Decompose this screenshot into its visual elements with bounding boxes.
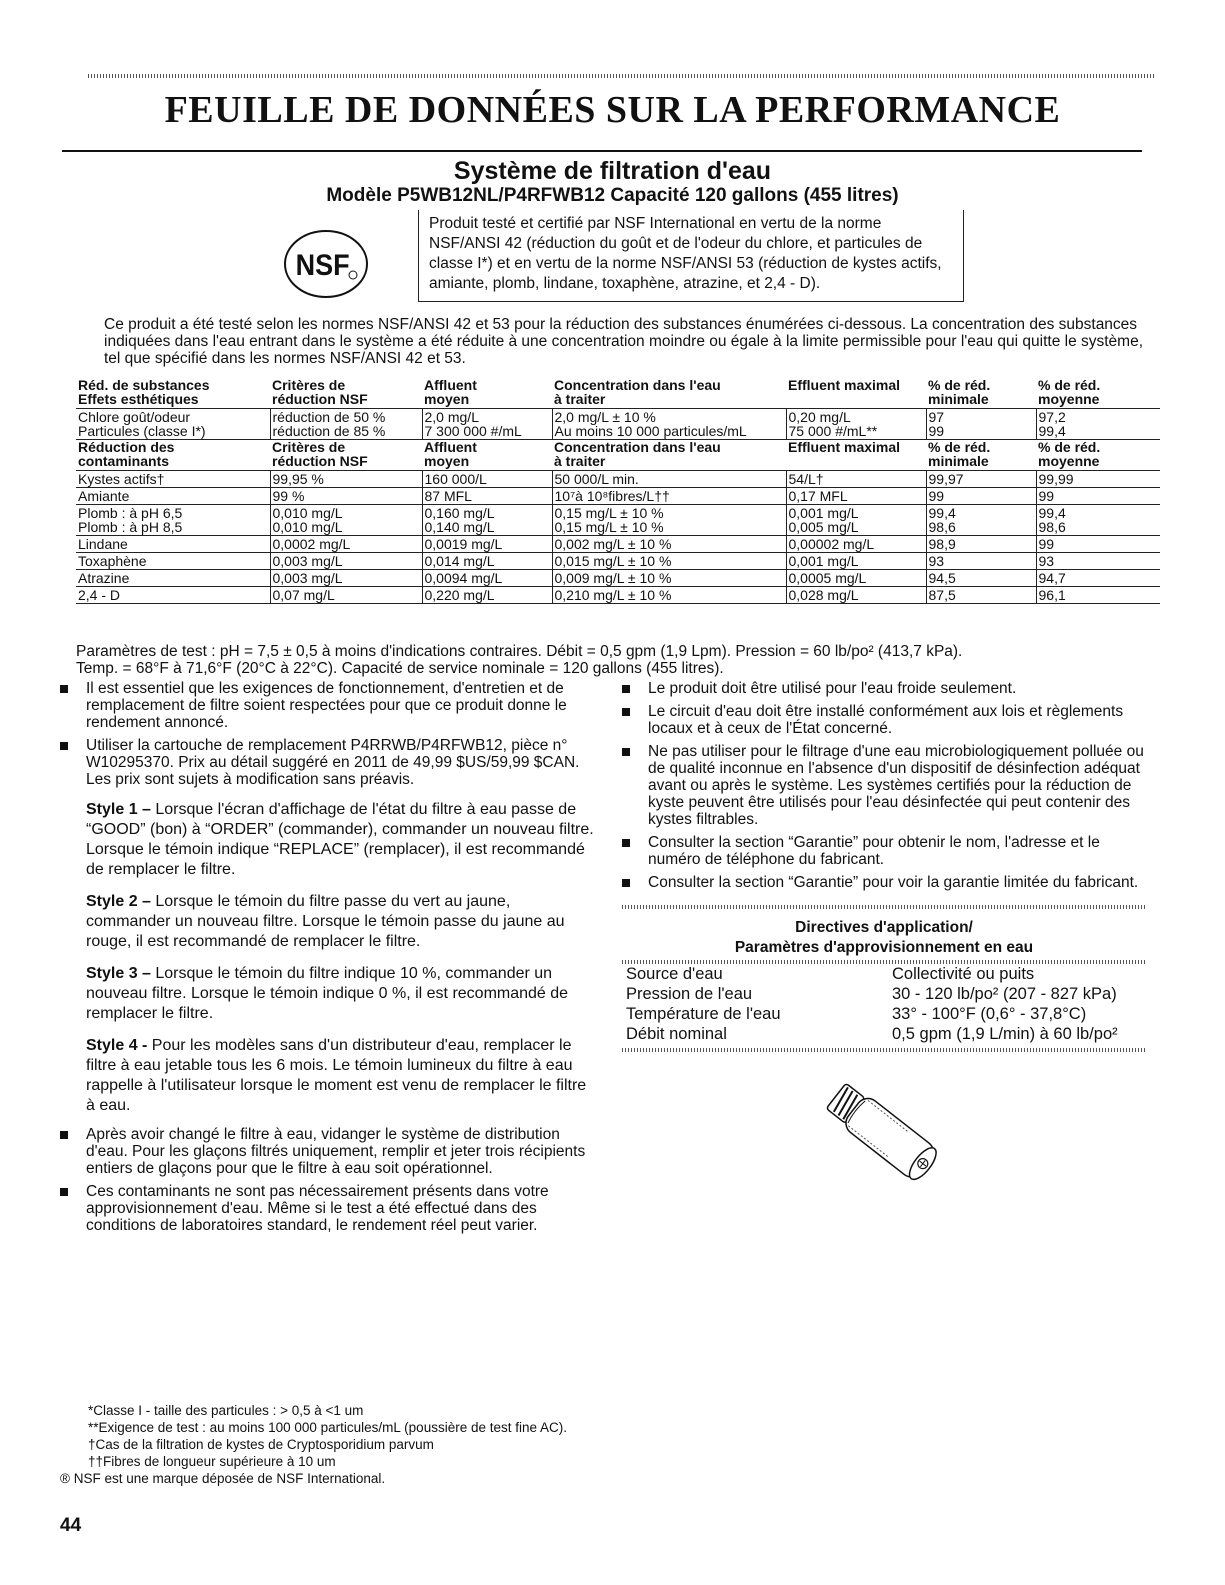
- style-2-paragraph: Style 2 – Lorsque le témoin du filtre passe du vert au jaune, commander un nouveau filtre. Lorsque le témoin passe du jaune au rouge, il est recommandé de remplacer le filtre.: [86, 893, 565, 950]
- list-item: Consulter la section “Garantie” pour obtenir le nom, l'adresse et le numéro de téléphone du fabricant.: [622, 834, 1146, 868]
- table-header-cell: % de réd. minimale: [928, 377, 991, 407]
- table-header-cell: % de réd. moyenne: [1038, 377, 1101, 407]
- list-item: Le circuit d'eau doit être installé conformément aux lois et règlements locaux et à ceux de l'État concerné.: [622, 703, 1146, 737]
- table-cell: 0,220 mg/L: [422, 587, 552, 604]
- page-number: 44: [60, 1515, 82, 1536]
- table-cell: Température de l'eau: [626, 1005, 781, 1023]
- table-cell: 94,5: [926, 570, 1036, 587]
- footnote: †Cas de la filtration de kystes de Cryptosporidium parvum: [88, 1437, 434, 1452]
- performance-table: [76, 378, 1160, 604]
- table-cell: 2,0 mg/L 7 300 000 #/mL: [422, 409, 552, 440]
- table-cell: 160 000/L: [422, 471, 552, 488]
- table-cell: Collectivité ou puits: [892, 965, 1035, 983]
- table-row: [76, 536, 1160, 553]
- test-parameters: [76, 643, 1176, 677]
- table-row: [622, 984, 1146, 1004]
- table-row: [76, 553, 1160, 570]
- table-cell: 2,4 - D: [76, 587, 270, 604]
- table-cell: 0,015 mg/L ± 10 %: [552, 553, 786, 570]
- table-cell: 54/L†: [786, 471, 926, 488]
- table-row: [76, 488, 1160, 505]
- application-title-line-1: Directives d'application/: [795, 919, 973, 936]
- style-1-paragraph: Style 1 – Lorsque l'écran d'affichage de l'état du filtre à eau passe de “GOOD” (bon) à “ORDER” (commander), commander un nouveau filtre. Lorsque le témoin indique “REPLACE” (remplacer), il est recommandé de remplacer le filtre.: [86, 801, 594, 878]
- table-cell: 0,0005 mg/L: [786, 570, 926, 587]
- table-cell: 0,002 mg/L ± 10 %: [552, 536, 786, 553]
- certification-box: Produit testé et certifié par NSF International en vertu de la norme NSF/ANSI 42 (réduction du goût et de l'odeur du chlore, et particules de classe I*) et en vertu de la norme NSF/ANSI 53 (réduction de kystes actifs, amiante, plomb, lindane, toxaphène, atrazine, et 2,4 - D).: [418, 210, 964, 302]
- table-cell: 99 %: [270, 488, 422, 505]
- table-cell: 93: [1036, 553, 1160, 570]
- table-cell: Amiante: [76, 488, 270, 505]
- table-cell: 99,4 98,6: [1036, 505, 1160, 536]
- table-cell: 0,014 mg/L: [422, 553, 552, 570]
- top-hatch-rule: [88, 74, 1156, 78]
- table-cell: 0,0094 mg/L: [422, 570, 552, 587]
- table-row: [76, 471, 1160, 488]
- table-cell: 0,210 mg/L ± 10 %: [552, 587, 786, 604]
- footnote: ® NSF est une marque déposée de NSF International.: [60, 1471, 386, 1486]
- table-cell: 0,009 mg/L ± 10 %: [552, 570, 786, 587]
- table-cell: 0,15 mg/L ± 10 % 0,15 mg/L ± 10 %: [552, 505, 786, 536]
- table-cell: Atrazine: [76, 570, 270, 587]
- table-cell: Débit nominal: [626, 1025, 727, 1043]
- table-row: [76, 505, 1160, 536]
- application-table: [622, 964, 1146, 1044]
- model-title: Modèle P5WB12NL/P4RFWB12 Capacité 120 gallons (455 litres): [326, 185, 899, 206]
- style-4-paragraph: Style 4 - Pour les modèles sans d'un distributeur d'eau, remplacer le filtre à eau jetable tous les 6 mois. Le témoin lumineux du filtre à eau rappelle à l'utilisateur lorsque le moment est venu de remplacer le filtre à eau.: [86, 1037, 587, 1114]
- nsf-logo-icon: [283, 229, 369, 299]
- table-row: [76, 409, 1160, 440]
- table-cell: Chlore goût/odeur Particules (classe I*): [76, 409, 270, 440]
- application-bottom-rule: [622, 1048, 1146, 1052]
- table-header-cell: Critères de réduction NSF: [272, 439, 368, 469]
- table-cell: 97,2 99,4: [1036, 409, 1160, 440]
- table-header-cell: Effluent maximal: [788, 377, 901, 393]
- list-item: Ne pas utiliser pour le filtrage d'une eau microbiologiquement polluée ou de qualité inconnue en l'absence d'un dispositif de désinfection adéquat avant ou après le système. Les systèmes certifiés pour la réduction de kyste peuvent être utilisés pour l'eau désinfectée qui peut contenir des kystes filtrables.: [622, 743, 1146, 828]
- table-cell: 0,00002 mg/L: [786, 536, 926, 553]
- table-cell: 97 99: [926, 409, 1036, 440]
- table-cell: 0,003 mg/L: [270, 570, 422, 587]
- table-cell: 99,95 %: [270, 471, 422, 488]
- table-header-cell: % de réd. moyenne: [1038, 439, 1101, 469]
- table-header-cell: Affluent moyen: [424, 439, 477, 469]
- table-cell: réduction de 50 % réduction de 85 %: [270, 409, 422, 440]
- table-cell: 0,20 mg/L 75 000 #/mL**: [786, 409, 926, 440]
- table-cell: 10⁷à 10⁸fibres/L††: [552, 488, 786, 505]
- table-cell: 33° - 100°F (0,6° - 37,8°C): [892, 1005, 1087, 1023]
- footnote: **Exigence de test : au moins 100 000 particules/mL (poussière de test fine AC).: [88, 1420, 568, 1435]
- table-cell: Kystes actifs†: [76, 471, 270, 488]
- table-header-cell: Effluent maximal: [788, 439, 901, 455]
- table-cell: 0,003 mg/L: [270, 553, 422, 570]
- table-cell: 99: [926, 488, 1036, 505]
- table-cell: 30 - 120 lb/po² (207 - 827 kPa): [892, 985, 1117, 1003]
- table-row: [76, 587, 1160, 604]
- intro-paragraph: Ce produit a été testé selon les normes NSF/ANSI 42 et 53 pour la réduction des substances énumérées ci-dessous. La concentration des substances indiquées dans l'eau entrant dans le système a été réduite à une concentration moindre ou égale à la limite permissible pour l'eau qui quitte le système, tel que spécifié dans les normes NSF/ANSI 42 et 53.: [104, 316, 1144, 367]
- list-item: Consulter la section “Garantie” pour voir la garantie limitée du fabricant.: [622, 874, 1146, 891]
- table-cell: 99: [1036, 536, 1160, 553]
- table-cell: Source d'eau: [626, 965, 723, 983]
- table-row: [76, 570, 1160, 587]
- application-title-line-2: Paramètres d'approvisionnement en eau: [734, 939, 1034, 956]
- table-cell: 0,5 gpm (1,9 L/min) à 60 lb/po²: [892, 1025, 1118, 1043]
- list-item: Ces contaminants ne sont pas nécessairement présents dans votre approvisionnement d'eau. Même si le test a été effectué dans des conditions de laboratoires standard, le rendement réel peut varier.: [60, 1183, 596, 1234]
- water-filter-cartridge-image: [815, 1078, 950, 1188]
- table-cell: 99,97: [926, 471, 1036, 488]
- table-row: [622, 1024, 1146, 1044]
- nsf-logo-text: NSF: [295, 248, 350, 283]
- table-cell: 0,010 mg/L 0,010 mg/L: [270, 505, 422, 536]
- title-underline: [62, 150, 1142, 152]
- list-item: Le produit doit être utilisé pour l'eau froide seulement.: [622, 680, 1146, 697]
- table-header-cell: Réd. de substances Effets esthétiques: [78, 377, 210, 407]
- table-cell: 96,1: [1036, 587, 1160, 604]
- test-parameters-line-1: Paramètres de test : pH = 7,5 ± 0,5 à moins d'indications contraires. Débit = 0,5 gpm (1,9 Lpm). Pression = 60 lb/po² (413,7 kPa).: [76, 643, 963, 660]
- table-cell: Pression de l'eau: [626, 985, 753, 1003]
- table-cell: 50 000/L min.: [552, 471, 786, 488]
- table-header-cell: Affluent moyen: [424, 377, 477, 407]
- table-cell: 0,0002 mg/L: [270, 536, 422, 553]
- table-header-cell: Critères de réduction NSF: [272, 377, 368, 407]
- footnote: ††Fibres de longueur supérieure à 10 um: [88, 1454, 336, 1469]
- style-3-paragraph: Style 3 – Lorsque le témoin du filtre indique 10 %, commander un nouveau filtre. Lorsque le témoin indique 0 %, il est recommandé de remplacer le filtre.: [86, 965, 569, 1022]
- table-cell: 93: [926, 553, 1036, 570]
- table-cell: 98,9: [926, 536, 1036, 553]
- table-cell: 0,028 mg/L: [786, 587, 926, 604]
- table-row: [622, 964, 1146, 984]
- table-header-cell: Concentration dans l'eau à traiter: [554, 377, 721, 407]
- table-header-row: [76, 378, 1160, 409]
- list-item: Après avoir changé le filtre à eau, vidanger le système de distribution d'eau. Pour les glaçons filtrés uniquement, remplir et jeter trois récipients entiers de glaçons pour que le filtre à eau soit opérationnel.: [60, 1126, 596, 1177]
- table-cell: 87 MFL: [422, 488, 552, 505]
- table-cell: 0,160 mg/L 0,140 mg/L: [422, 505, 552, 536]
- list-item: Utiliser la cartouche de remplacement P4RRWB/P4RFWB12, pièce n° W10295370. Prix au détail suggéré en 2011 de 49,99 $US/59,99 $CAN. Les prix sont sujets à modification sans préavis.: [60, 737, 596, 788]
- table-cell: 99,4 98,6: [926, 505, 1036, 536]
- table-header-row: [76, 440, 1160, 471]
- table-header-cell: Concentration dans l'eau à traiter: [554, 439, 721, 469]
- left-column: [60, 680, 596, 1240]
- table-cell: 94,7: [1036, 570, 1160, 587]
- table-cell: 0,17 MFL: [786, 488, 926, 505]
- table-cell: 0,0019 mg/L: [422, 536, 552, 553]
- list-item: Il est essentiel que les exigences de fonctionnement, d'entretien et de remplacement de filtre soient respectées pour que ce produit donne le rendement annoncé.: [60, 680, 596, 731]
- table-cell: Toxaphène: [76, 553, 270, 570]
- table-cell: 99,99: [1036, 471, 1160, 488]
- table-cell: 2,0 mg/L ± 10 % Au moins 10 000 particules/mL: [552, 409, 786, 440]
- table-header-cell: % de réd. minimale: [928, 439, 991, 469]
- table-cell: 99: [1036, 488, 1160, 505]
- right-column: [622, 680, 1146, 897]
- application-top-rule: [622, 905, 1146, 909]
- table-cell: 0,07 mg/L: [270, 587, 422, 604]
- table-cell: Plomb : à pH 6,5 Plomb : à pH 8,5: [76, 505, 270, 536]
- footnote: *Classe I - taille des particules : > 0,5 à <1 um: [88, 1403, 364, 1418]
- table-row: [622, 1004, 1146, 1024]
- table-header-cell: Réduction des contaminants: [78, 439, 175, 469]
- footnotes: [60, 1402, 760, 1487]
- page-title: FEUILLE DE DONNÉES SUR LA PERFORMANCE: [164, 89, 1061, 131]
- system-title: Système de filtration d'eau: [453, 157, 772, 185]
- test-parameters-line-2: Temp. = 68°F à 71,6°F (20°C à 22°C). Capacité de service nominale = 120 gallons (455 litres).: [76, 660, 724, 677]
- table-cell: 0,001 mg/L 0,005 mg/L: [786, 505, 926, 536]
- table-cell: Lindane: [76, 536, 270, 553]
- table-cell: 0,001 mg/L: [786, 553, 926, 570]
- table-cell: 87,5: [926, 587, 1036, 604]
- application-title: [622, 918, 1146, 958]
